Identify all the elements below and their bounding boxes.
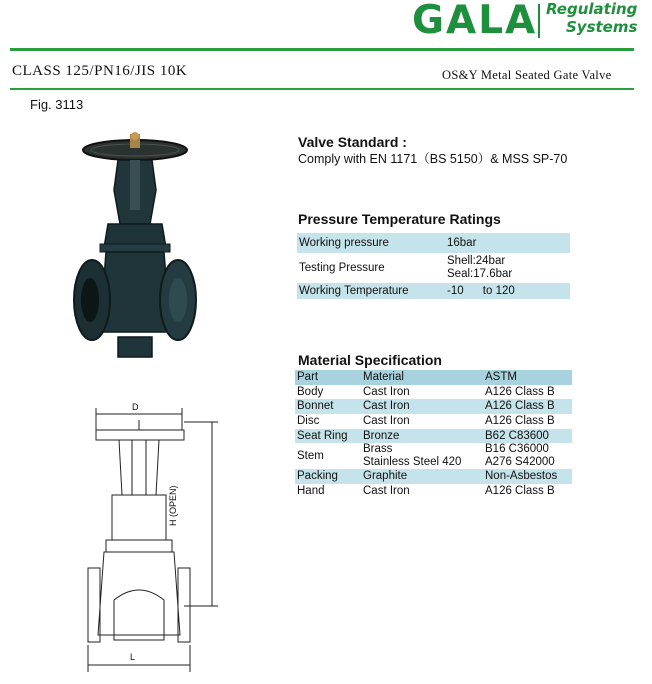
pressure-label: Working pressure (299, 237, 389, 249)
astm-cell: B62 C83600 (485, 429, 549, 442)
header-rule-bottom (10, 88, 634, 90)
pressure-label: Testing Pressure (299, 262, 385, 274)
figure-label: Fig. 3113 (30, 97, 84, 112)
astm-line: B16 C36000 (485, 443, 549, 456)
material-cell: Graphite (363, 470, 408, 483)
valve-dimension-drawing (84, 400, 224, 675)
astm-cell (483, 443, 572, 469)
material-cell: Cast Iron (363, 385, 410, 398)
material-spec-heading: Material Specification (298, 352, 442, 368)
header-rule-top (10, 48, 634, 51)
part-cell: Body (297, 385, 324, 398)
material-spec-table (295, 370, 572, 499)
part-cell: Disc (297, 414, 320, 427)
brand-tagline-line2: Systems (566, 18, 638, 36)
table-row (295, 414, 572, 429)
part-cell: Bonnet (297, 400, 334, 413)
brand-tagline-line1: Regulating (546, 0, 638, 18)
pressure-value (445, 253, 570, 283)
column-header: ASTM (485, 370, 517, 383)
pressure-label: Working Temperature (299, 285, 409, 297)
dimension-l-label: L (130, 652, 136, 662)
table-row (295, 399, 572, 414)
astm-cell: A126 Class B (485, 385, 555, 398)
brand-logo: GALA (412, 0, 538, 43)
pressure-value-seal: Seal:17.6bar (447, 268, 513, 280)
table-row (295, 429, 572, 444)
logo-divider (538, 4, 540, 38)
astm-cell: A126 Class B (485, 400, 555, 413)
material-cell (361, 443, 483, 469)
astm-line: A276 S42000 (485, 456, 555, 469)
table-header-row (295, 370, 572, 385)
material-line: Brass (363, 443, 393, 456)
table-row (295, 443, 572, 469)
dimension-h-label: H (OPEN) (168, 485, 178, 526)
astm-cell: Non-Asbestos (485, 470, 558, 483)
pressure-ratings-heading: Pressure Temperature Ratings (298, 211, 501, 227)
table-row (297, 233, 570, 253)
table-row (295, 484, 572, 499)
astm-cell: A126 Class B (485, 484, 555, 497)
pressure-ratings-table (297, 233, 570, 299)
dimension-d-label: D (132, 402, 139, 412)
pressure-value: 16bar (447, 237, 477, 249)
column-header: Material (363, 370, 404, 383)
astm-cell: A126 Class B (485, 414, 555, 427)
pressure-value-shell: Shell:24bar (447, 255, 506, 267)
part-cell: Stem (297, 449, 324, 462)
class-title: CLASS 125/PN16/JIS 10K (12, 63, 188, 79)
column-header: Part (297, 370, 319, 383)
material-cell: Cast Iron (363, 400, 410, 413)
table-row (295, 469, 572, 484)
valve-standard-heading: Valve Standard : (298, 134, 407, 150)
valve-photo (70, 132, 200, 367)
material-cell: Cast Iron (363, 484, 410, 497)
material-cell: Bronze (363, 429, 400, 442)
part-cell: Hand (297, 484, 325, 497)
material-cell: Cast Iron (363, 414, 410, 427)
product-title: OS&Y Metal Seated Gate Valve (442, 68, 612, 82)
valve-standard-text: Comply with EN 1171（BS 5150）& MSS SP-70 (298, 152, 568, 166)
table-row (297, 253, 570, 283)
pressure-value: -10 to 120 (447, 285, 515, 297)
table-row (297, 283, 570, 299)
part-cell: Packing (297, 470, 338, 483)
material-line: Stainless Steel 420 (363, 456, 462, 469)
part-cell: Seat Ring (297, 429, 348, 442)
table-row (295, 385, 572, 400)
